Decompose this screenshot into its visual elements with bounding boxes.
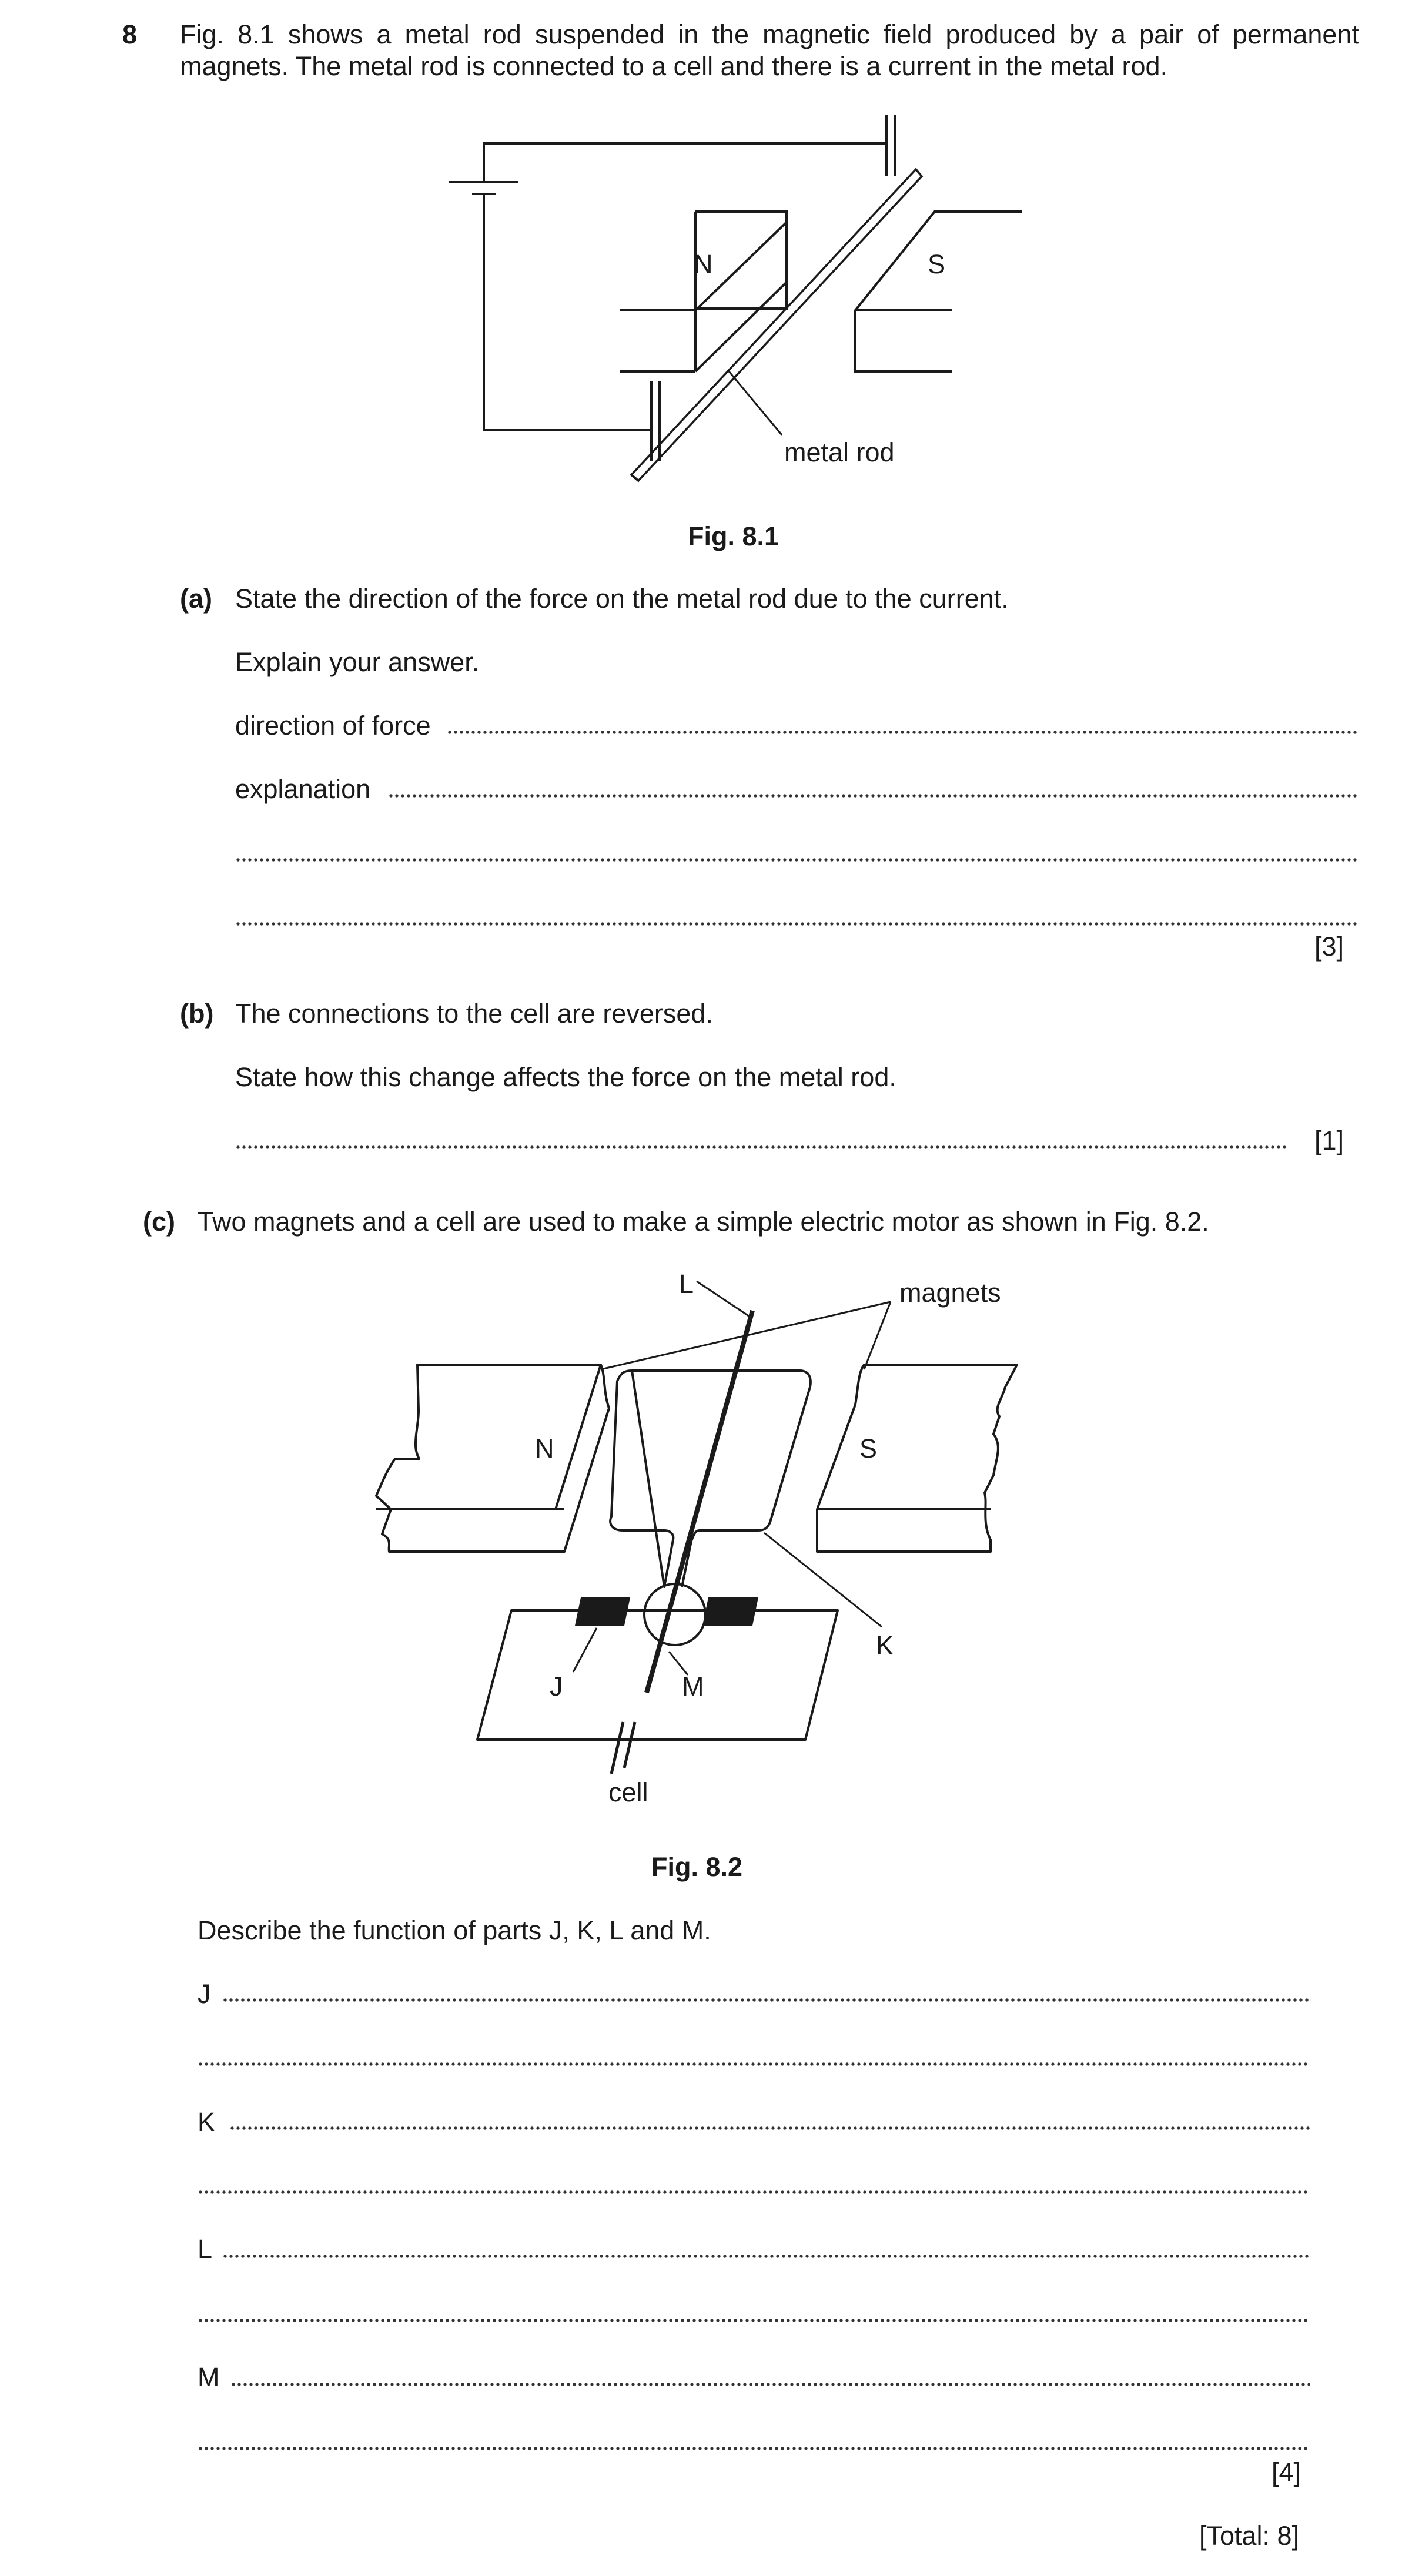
answer-line-k-1[interactable] xyxy=(229,2126,1310,2130)
brush-left xyxy=(575,1597,630,1626)
answer-line-l-1[interactable] xyxy=(222,2255,1310,2258)
part-c-prompt: Two magnets and a cell are used to make a simple electric motor as shown in Fig. 8.2. xyxy=(198,1207,1209,1237)
part-c-describe: Describe the function of parts J, K, L and M. xyxy=(198,1915,711,1945)
circuit-wire xyxy=(484,143,886,182)
answer-label-k: K xyxy=(198,2107,216,2137)
explanation-label: explanation xyxy=(235,774,371,804)
l-label: L xyxy=(679,1269,694,1299)
explanation-answer-line-2[interactable] xyxy=(235,858,1359,862)
k-label: K xyxy=(876,1630,894,1660)
total-marks: [Total: 8] xyxy=(1199,2521,1300,2551)
part-a-explain: Explain your answer. xyxy=(235,647,480,677)
part-b-answer-line[interactable] xyxy=(235,1145,1287,1149)
part-b-marks: [1] xyxy=(1314,1125,1344,1155)
m-label: M xyxy=(682,1671,704,1701)
south-label: S xyxy=(928,249,946,279)
circuit-wire-lower xyxy=(484,194,651,430)
south-label-2: S xyxy=(859,1433,878,1463)
part-b-label: (b) xyxy=(180,999,214,1029)
coil xyxy=(610,1371,811,1587)
part-a-marks: [3] xyxy=(1314,932,1344,962)
answer-line-m-1[interactable] xyxy=(230,2383,1310,2386)
answer-label-l: L xyxy=(198,2234,213,2264)
rod-label: metal rod xyxy=(784,437,895,467)
j-label: J xyxy=(550,1671,563,1701)
direction-of-force-label: direction of force xyxy=(235,711,431,741)
question-intro: Fig. 8.1 shows a metal rod suspended in the magnetic field produced by a pair of permanent magnets. The metal rod is connected to a cell and there is a current in the metal rod. xyxy=(180,19,1359,81)
answer-line-j-1[interactable] xyxy=(222,1998,1310,2002)
south-magnet xyxy=(855,212,1022,371)
part-a-label: (a) xyxy=(180,584,212,614)
north-label-2: N xyxy=(535,1433,554,1463)
direction-answer-line[interactable] xyxy=(447,731,1359,734)
cell-label: cell xyxy=(608,1777,648,1807)
north-magnet-2 xyxy=(376,1365,609,1552)
brush-right xyxy=(702,1597,758,1626)
answer-line-j-2[interactable] xyxy=(198,2062,1310,2066)
part-b-question: State how this change affects the force on the metal rod. xyxy=(235,1062,896,1092)
part-b-prompt: The connections to the cell are reversed. xyxy=(235,999,713,1029)
answer-line-l-2[interactable] xyxy=(198,2319,1310,2322)
metal-rod xyxy=(631,169,922,481)
answer-label-m: M xyxy=(198,2362,220,2392)
figure-8-1 xyxy=(0,0,1422,529)
axle-l xyxy=(647,1311,752,1693)
north-label: N xyxy=(694,249,713,279)
magnets-label: magnets xyxy=(899,1278,1001,1308)
answer-line-m-2[interactable] xyxy=(198,2447,1310,2450)
figure-8-2 xyxy=(0,1234,1422,1822)
fig-8-1-caption: Fig. 8.1 xyxy=(688,521,779,551)
explanation-answer-line-3[interactable] xyxy=(235,922,1359,926)
answer-line-k-2[interactable] xyxy=(198,2190,1310,2194)
south-magnet-2 xyxy=(817,1365,1017,1552)
part-c-label: (c) xyxy=(143,1207,175,1237)
explanation-answer-line-1[interactable] xyxy=(388,794,1359,798)
fig-8-2-caption: Fig. 8.2 xyxy=(651,1852,743,1882)
cell-base xyxy=(477,1610,838,1740)
part-a-prompt: State the direction of the force on the metal rod due to the current. xyxy=(235,584,1009,614)
part-c-marks: [4] xyxy=(1272,2457,1301,2487)
question-number: 8 xyxy=(122,19,138,49)
answer-label-j: J xyxy=(198,1979,211,2009)
